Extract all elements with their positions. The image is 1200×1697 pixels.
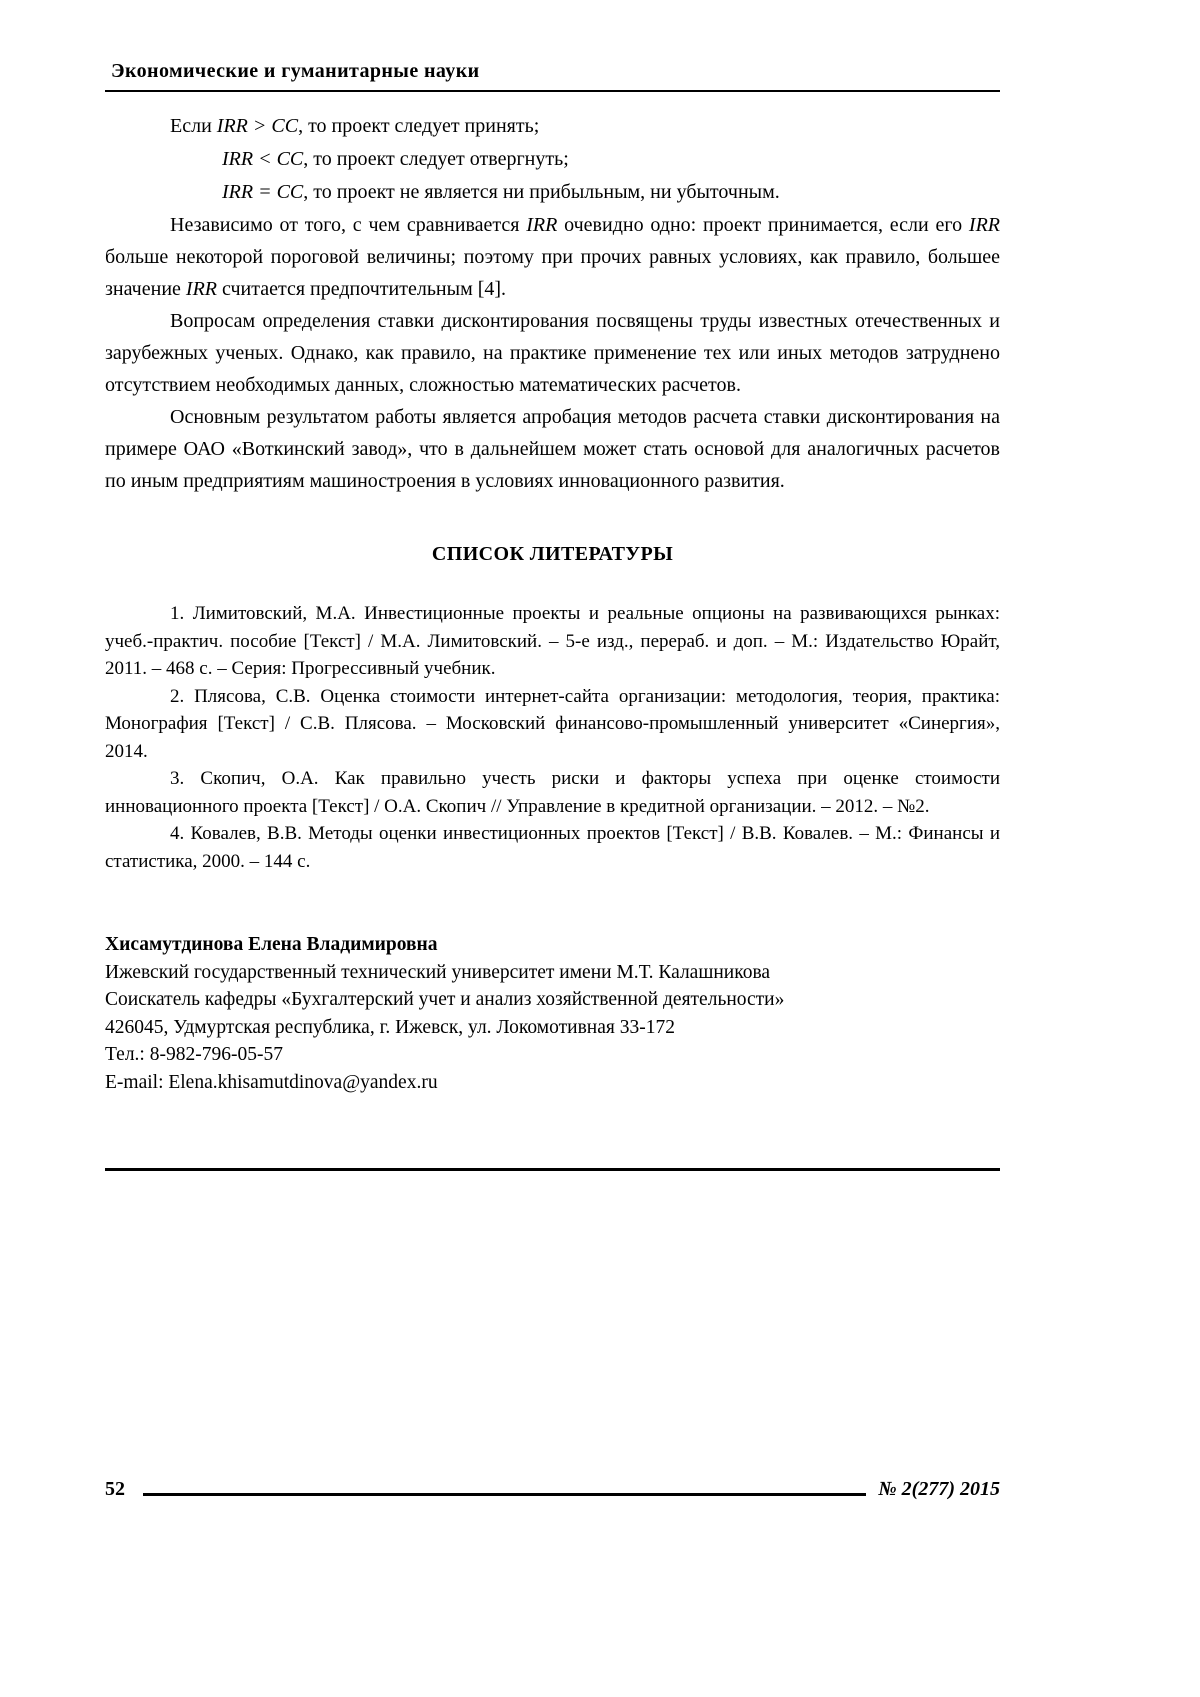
references-heading: СПИСОК ЛИТЕРАТУРЫ: [431, 543, 674, 565]
cond2-formula: IRR < CC: [222, 148, 304, 170]
author-affiliation: Ижевский государственный технический университет имени М.Т. Калашникова: [105, 961, 771, 983]
irr-condition-reject: [105, 143, 1000, 176]
cond3-formula: IRR = CC: [222, 181, 304, 203]
p1-seg1: Независимо от того, с чем сравнивается: [170, 214, 527, 236]
page-footer: [105, 1478, 1000, 1501]
footer-issue-label: № 2(277) 2015: [878, 1478, 1000, 1500]
reference-item-4: 4. Ковалев, В.В. Методы оценки инвестиционных проектов [Текст] / В.В. Ковалев. – М.: Финансы и статистика, 2000. – 144 с.: [105, 823, 1000, 872]
cond1-text: , то проект следует принять;: [298, 115, 540, 137]
p1-irr-3: IRR: [185, 278, 217, 300]
irr-condition-accept: [105, 110, 1000, 143]
irr-condition-neutral: [105, 176, 1000, 209]
cond1-prefix: Если: [170, 115, 217, 137]
p1-seg2: очевидно одно: проект принимается, если его: [557, 214, 969, 236]
paragraph-discount-rate: Вопросам определения ставки дисконтирования посвящены труды известных отечественных и зарубежных ученых. Однако, как правило, на практике применение тех или иных методов затруднено отсутствием необходимых данных, сложностью математических расчетов.: [105, 310, 1000, 396]
article-body: [105, 110, 1000, 497]
reference-item-1: 1. Лимитовский, М.А. Инвестиционные проекты и реальные опционы на развивающихся рынках: учеб.-практич. пособие [Текст] / М.А. Лимитовский. – 5-е изд., перераб. и доп. – М.: Издательство Юрайт, 2011. – 468 с. – Серия: Прогрессивный учебник.: [105, 603, 1000, 679]
footer-page-number: 52: [105, 1478, 125, 1500]
author-email: E-mail: Elena.khisamutdinova@yandex.ru: [105, 1071, 438, 1093]
references-list: [105, 600, 1000, 875]
author-phone: Тел.: 8-982-796-05-57: [105, 1044, 283, 1065]
p1-irr-1: IRR: [526, 214, 558, 236]
author-position: Соискатель кафедры «Бухгалтерский учет и анализ хозяйственной деятельности»: [105, 989, 785, 1010]
reference-item-3: 3. Скопич, О.А. Как правильно учесть риски и факторы успеха при оценке стоимости инновационного проекта [Текст] / О.А. Скопич // Управление в кредитной организации. – 2012. – №2.: [105, 768, 1000, 817]
reference-item-2: 2. Плясова, С.В. Оценка стоимости интернет-сайта организации: методология, теория, практика: Монография [Текст] / С.В. Плясова. – Московский финансово-промышленный университет «Синергия», 2014.: [105, 685, 1000, 762]
author-address: 426045, Удмуртская республика, г. Ижевск, ул. Локомотивная 33-172: [105, 1016, 675, 1038]
paragraph-main-result: Основным результатом работы является апробация методов расчета ставки дисконтирования на примере ОАО «Воткинский завод», что в дальнейшем может стать основой для аналогичных расчетов по иным предприятиям машиностроения в условиях инновационного развития.: [105, 406, 1000, 492]
footer-rule: [143, 1493, 866, 1496]
paragraph-irr-threshold: [105, 209, 1000, 305]
p1-seg3: больше некоторой пороговой величины; поэтому при прочих равных условиях, как правило, большее значение: [105, 246, 1000, 300]
running-head: Экономические и гуманитарные науки: [105, 60, 1000, 92]
bottom-separator-rule: [105, 1168, 1000, 1171]
p1-irr-2: IRR: [968, 214, 1001, 236]
author-name: Хисамутдинова Елена Владимировна: [105, 934, 438, 955]
cond2-text: , то проект следует отвергнуть;: [303, 148, 569, 170]
author-block: [105, 931, 1000, 1096]
cond1-formula: IRR > CC: [216, 115, 299, 137]
p1-seg4: считается предпочтительным [4].: [217, 278, 507, 300]
cond3-text: , то проект не является ни прибыльным, ни убыточным.: [303, 181, 780, 203]
